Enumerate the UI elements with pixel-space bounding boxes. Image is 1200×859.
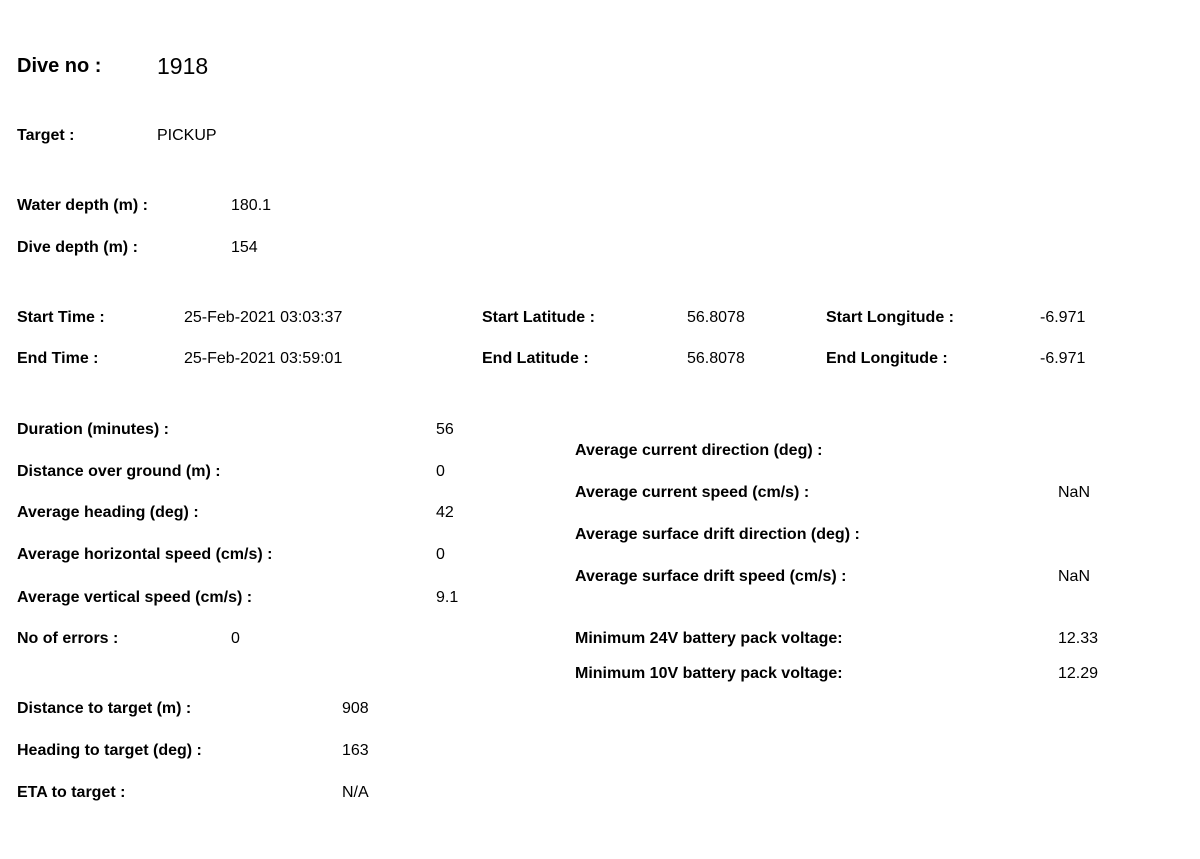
heading-to-target-label: Heading to target (deg) : [17, 742, 202, 759]
end-latitude-value: 56.8078 [687, 350, 745, 367]
errors-label: No of errors : [17, 630, 119, 647]
dive-depth-label: Dive depth (m) : [17, 239, 138, 256]
avg-horizontal-speed-label: Average horizontal speed (cm/s) : [17, 546, 273, 563]
min-10v-battery-value: 12.29 [1058, 665, 1099, 682]
avg-vertical-speed-value: 9.1 [436, 589, 459, 606]
dive-depth-value: 154 [231, 239, 258, 256]
avg-surface-drift-speed-value: NaN [1058, 568, 1091, 585]
distance-to-target-label: Distance to target (m) : [17, 700, 192, 717]
heading-to-target-value: 163 [342, 742, 369, 759]
avg-current-direction-label: Average current direction (deg) : [575, 442, 823, 459]
avg-vertical-speed-label: Average vertical speed (cm/s) : [17, 589, 253, 606]
end-longitude-value: -6.971 [1040, 350, 1086, 367]
end-latitude-label: End Latitude : [482, 350, 589, 367]
start-latitude-label: Start Latitude : [482, 309, 595, 326]
avg-horizontal-speed-value: 0 [436, 546, 445, 563]
start-longitude-value: -6.971 [1040, 309, 1086, 326]
water-depth-label: Water depth (m) : [17, 197, 148, 214]
dive-number-value: 1918 [157, 53, 209, 79]
min-10v-battery-label: Minimum 10V battery pack voltage: [575, 665, 843, 682]
end-time-value: 25-Feb-2021 03:59:01 [184, 350, 343, 367]
duration-value: 56 [436, 421, 454, 438]
start-latitude-value: 56.8078 [687, 309, 745, 326]
min-24v-battery-label: Minimum 24V battery pack voltage: [575, 630, 843, 647]
target-value: PICKUP [157, 127, 217, 144]
avg-current-speed-value: NaN [1058, 484, 1091, 501]
errors-value: 0 [231, 630, 240, 647]
eta-to-target-label: ETA to target : [17, 784, 126, 801]
distance-over-ground-label: Distance over ground (m) : [17, 463, 221, 480]
start-time-label: Start Time : [17, 309, 105, 326]
dive-number-label: Dive no : [17, 55, 102, 77]
avg-surface-drift-direction-label: Average surface drift direction (deg) : [575, 526, 860, 543]
avg-current-speed-label: Average current speed (cm/s) : [575, 484, 810, 501]
min-24v-battery-value: 12.33 [1058, 630, 1099, 647]
distance-over-ground-value: 0 [436, 463, 445, 480]
duration-label: Duration (minutes) : [17, 421, 169, 438]
end-longitude-label: End Longitude : [826, 350, 948, 367]
avg-heading-label: Average heading (deg) : [17, 504, 199, 521]
avg-surface-drift-speed-label: Average surface drift speed (cm/s) : [575, 568, 847, 585]
eta-to-target-value: N/A [342, 784, 369, 801]
start-time-value: 25-Feb-2021 03:03:37 [184, 309, 343, 326]
end-time-label: End Time : [17, 350, 99, 367]
distance-to-target-value: 908 [342, 700, 369, 717]
avg-heading-value: 42 [436, 504, 454, 521]
start-longitude-label: Start Longitude : [826, 309, 954, 326]
water-depth-value: 180.1 [231, 197, 272, 214]
target-label: Target : [17, 127, 75, 144]
